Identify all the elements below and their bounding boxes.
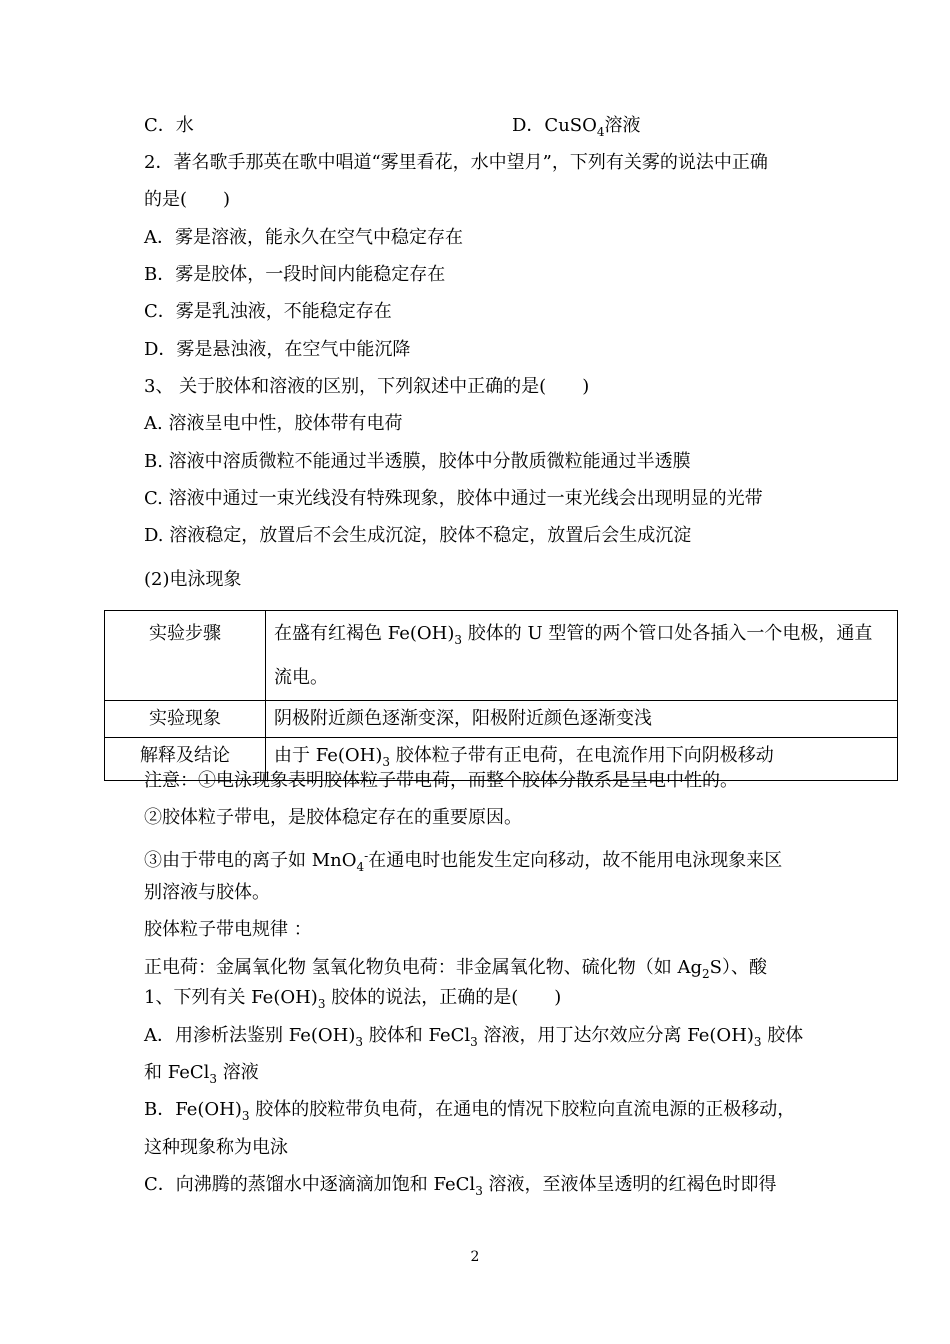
q1-stem-text: 胶体的说法，正确的是( ) [325,987,562,1008]
cell-text: 在盛有红褐色 Fe(OH) [274,623,455,644]
subscript: 3 [753,1035,762,1049]
note-2: ②胶体粒子带电，是胶体稳定存在的重要原因。 [144,807,522,828]
q1-stem [144,986,561,1016]
row-content-phenomenon: 阴极附近颜色逐渐变深，阳极附近颜色逐渐变浅 [266,701,898,738]
subscript: 4 [596,125,605,139]
option-d-suffix: 溶液 [604,115,641,136]
q2-stem-line2: 的是( ) [144,189,231,210]
q1-option-c [144,1173,777,1203]
option-d-line [512,114,641,144]
cell-text: 胶体粒子带有正电荷，在电流作用下向阴极移动 [390,745,774,766]
option-text: 溶液 [217,1062,259,1083]
q2-option-a: A．雾是溶液，能永久在空气中稳定存在 [144,227,463,248]
q2-option-b: B．雾是胶体，一段时间内能稳定存在 [144,264,446,285]
table-row [105,701,898,738]
q2-stem-line1: 2．著名歌手那英在歌中唱道“雾里看花，水中望月”，下列有关雾的说法中正确 [144,152,768,173]
option-text: B．Fe(OH) [144,1099,242,1120]
page-number: 2 [470,1249,480,1265]
q3-option-b: B. 溶液中溶质微粒不能通过半透膜，胶体中分散质微粒能通过半透膜 [144,451,691,472]
option-d-text: D．CuSO [512,115,597,136]
option-text: 胶体 [761,1025,804,1046]
note-text: 在通电时也能发生定向移动，故不能用电泳现象来区 [368,850,783,871]
subscript: 4 [356,860,365,874]
subscript: 3 [475,1184,483,1198]
q1-option-b [144,1098,795,1128]
option-text: 胶体和 FeCl [363,1025,471,1046]
cell-text: 胶体的 U 型管的两个管口处各插入一个电极，通直 [462,623,873,644]
subscript: 3 [241,1109,250,1123]
note-3 [144,844,782,879]
q3-option-a: A. 溶液呈电中性，胶体带有电荷 [144,413,403,434]
note-3-line2: 别溶液与胶体。 [144,882,270,903]
subscript: 3 [382,755,391,769]
subscript: 3 [470,1035,478,1049]
option-text: A．用渗析法鉴别 Fe(OH) [144,1025,356,1046]
q3-stem: 3、 关于胶体和溶液的区别，下列叙述中正确的是( ) [144,376,590,397]
note-1: 注意：①电泳现象表明胶体粒子带电荷，而整个胶体分散系是呈电中性的。 [144,770,738,791]
q2-option-c: C．雾是乳浊液，不能稳定存在 [144,301,392,322]
row-header-conclusion: 解释及结论 [105,738,266,781]
q1-option-a [144,1024,803,1054]
subscript: 3 [317,997,326,1011]
rule-text: 正电荷：金属氧化物 氢氧化物负电荷：非金属氧化物、硫化物（如 Ag [144,957,702,978]
q1-option-a-line2 [144,1061,259,1091]
section-heading: (2)电泳现象 [144,569,242,590]
rule-text: S）、酸 [709,957,767,978]
row-content-steps [266,611,898,701]
q2-option-d: D．雾是悬浊液，在空气中能沉降 [144,339,411,360]
option-text: C．向沸腾的蒸馏水中逐滴滴加饱和 FeCl [144,1174,476,1195]
option-text: 和 FeCl [144,1062,210,1083]
subscript: 3 [454,633,463,647]
subscript: 2 [701,967,710,981]
rule-title: 胶体粒子带电规律 ： [144,919,312,940]
option-text: 溶液，用丁达尔效应分离 Fe(OH) [477,1025,754,1046]
q1-stem-text: 1、下列有关 Fe(OH) [144,987,318,1008]
subscript: 3 [355,1035,364,1049]
note-text: ③由于带电的离子如 MnO [144,850,357,871]
subscript: 3 [209,1072,218,1086]
experiment-table [104,610,898,781]
option-c: C．水 [144,115,194,136]
option-text: 溶液，至液体呈透明的红褐色时即得 [482,1174,777,1195]
option-text: 胶体的胶粒带负电荷，在通电的情况下胶粒向直流电源的正极移动， [249,1099,796,1120]
q3-option-d: D. 溶液稳定，放置后不会生成沉淀，胶体不稳定，放置后会生成沉淀 [144,525,692,546]
rule-line [144,956,767,986]
cell-text: 流电。 [274,667,328,688]
cell-text: 由于 Fe(OH) [274,745,383,766]
table-row [105,611,898,701]
superscript: - [364,849,369,863]
row-header-steps: 实验步骤 [105,611,266,701]
option-c-line [144,114,194,138]
q1-option-b-line2: 这种现象称为电泳 [144,1137,288,1158]
q3-option-c: C. 溶液中通过一束光线没有特殊现象，胶体中通过一束光线会出现明显的光带 [144,488,763,509]
row-header-phenomenon: 实验现象 [105,701,266,738]
